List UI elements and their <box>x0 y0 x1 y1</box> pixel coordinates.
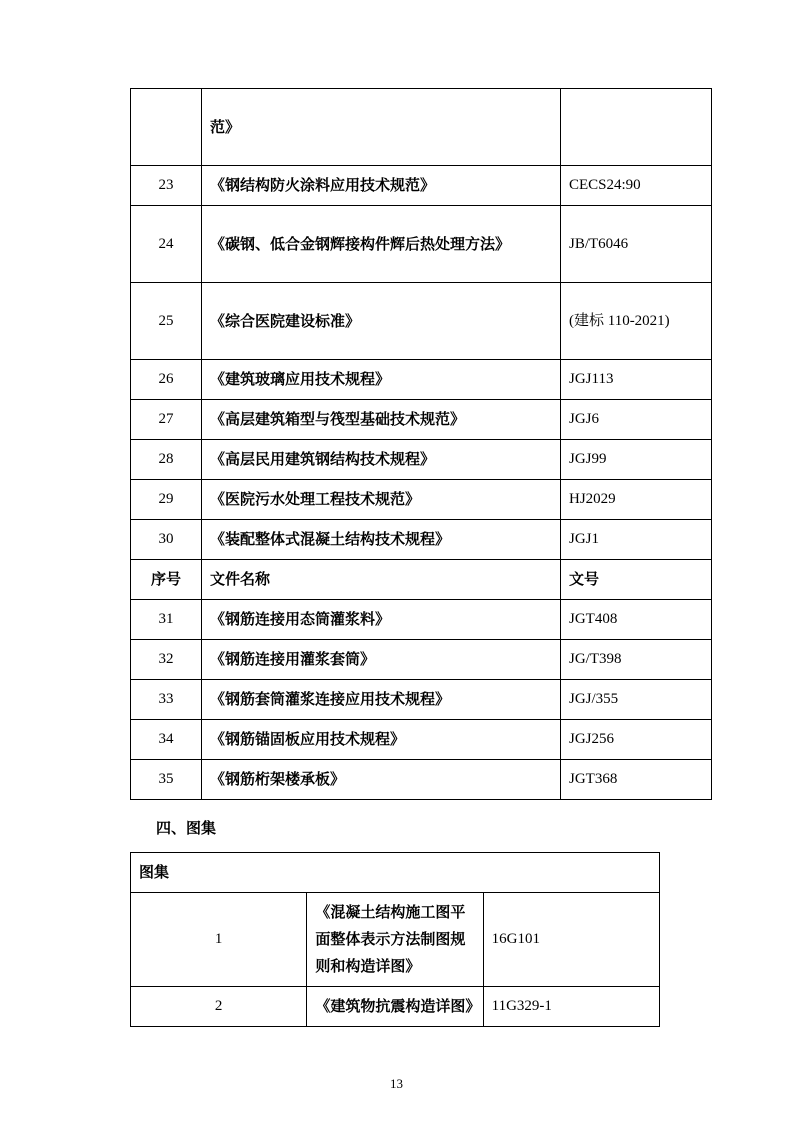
row-code <box>561 89 712 166</box>
row-no: 23 <box>131 166 202 206</box>
row-code: JB/T6046 <box>561 206 712 283</box>
table-row <box>131 987 660 1027</box>
table-row <box>131 166 712 206</box>
row-name: 《碳钢、低合金钢辉接构件辉后热处理方法》 <box>202 206 561 283</box>
table-header-row <box>131 560 712 600</box>
row-name: 《装配整体式混凝土结构技术规程》 <box>202 520 561 560</box>
row-name: 《高层建筑箱型与筏型基础技术规范》 <box>202 400 561 440</box>
row-no: 29 <box>131 480 202 520</box>
row-name: 《钢结构防火涂料应用技术规范》 <box>202 166 561 206</box>
row-no: 35 <box>131 760 202 800</box>
table-row <box>131 520 712 560</box>
table-row <box>131 480 712 520</box>
row-name: 《钢筋桁架楼承板》 <box>202 760 561 800</box>
row-no: 34 <box>131 720 202 760</box>
row-code: JGJ/355 <box>561 680 712 720</box>
row-code: (建标 110-2021) <box>561 283 712 360</box>
atlas-table <box>130 852 660 1027</box>
header-name: 文件名称 <box>202 560 561 600</box>
table-row <box>131 760 712 800</box>
row-name: 《钢筋锚固板应用技术规程》 <box>202 720 561 760</box>
table-row <box>131 720 712 760</box>
row-name: 《钢筋套筒灌浆连接应用技术规程》 <box>202 680 561 720</box>
table-row <box>131 893 660 987</box>
row-no: 1 <box>131 893 307 987</box>
row-code: JGJ6 <box>561 400 712 440</box>
table-row <box>131 206 712 283</box>
row-name: 《建筑玻璃应用技术规程》 <box>202 360 561 400</box>
row-code: 11G329-1 <box>483 987 659 1027</box>
row-no: 26 <box>131 360 202 400</box>
row-name: 《高层民用建筑钢结构技术规程》 <box>202 440 561 480</box>
atlas-table-body <box>131 853 660 1027</box>
row-name: 《混凝土结构施工图平面整体表示方法制图规则和构造详图》 <box>307 893 483 987</box>
row-code: JGT408 <box>561 600 712 640</box>
row-name: 《医院污水处理工程技术规范》 <box>202 480 561 520</box>
row-code: JGJ99 <box>561 440 712 480</box>
table-row <box>131 360 712 400</box>
row-no: 25 <box>131 283 202 360</box>
table-row <box>131 400 712 440</box>
row-name: 《钢筋连接用态筒灌浆料》 <box>202 600 561 640</box>
row-no: 33 <box>131 680 202 720</box>
row-code: CECS24:90 <box>561 166 712 206</box>
row-no: 32 <box>131 640 202 680</box>
row-name: 《综合医院建设标准》 <box>202 283 561 360</box>
row-code: 16G101 <box>483 893 659 987</box>
row-code: JGJ1 <box>561 520 712 560</box>
row-no: 2 <box>131 987 307 1027</box>
row-no <box>131 89 202 166</box>
row-code: JGT368 <box>561 760 712 800</box>
row-no: 28 <box>131 440 202 480</box>
table-row <box>131 283 712 360</box>
standards-table <box>130 88 712 800</box>
atlas-header-row <box>131 853 660 893</box>
table-row <box>131 600 712 640</box>
table-row <box>131 640 712 680</box>
standards-table-body <box>131 89 712 800</box>
header-code: 文号 <box>561 560 712 600</box>
atlas-header-label: 图集 <box>131 853 660 893</box>
row-name: 范》 <box>202 89 561 166</box>
row-code: HJ2029 <box>561 480 712 520</box>
row-code: JGJ256 <box>561 720 712 760</box>
row-no: 24 <box>131 206 202 283</box>
row-name: 《钢筋连接用灌浆套筒》 <box>202 640 561 680</box>
section-title-atlas: 四、图集 <box>156 819 217 837</box>
table-row <box>131 440 712 480</box>
row-code: JGJ113 <box>561 360 712 400</box>
row-no: 31 <box>131 600 202 640</box>
row-code: JG/T398 <box>561 640 712 680</box>
row-no: 30 <box>131 520 202 560</box>
table-row-continued <box>131 89 712 166</box>
row-no: 27 <box>131 400 202 440</box>
table-row <box>131 680 712 720</box>
page-number: 13 <box>390 1076 403 1091</box>
row-name: 《建筑物抗震构造详图》 <box>307 987 483 1027</box>
header-no: 序号 <box>131 560 202 600</box>
